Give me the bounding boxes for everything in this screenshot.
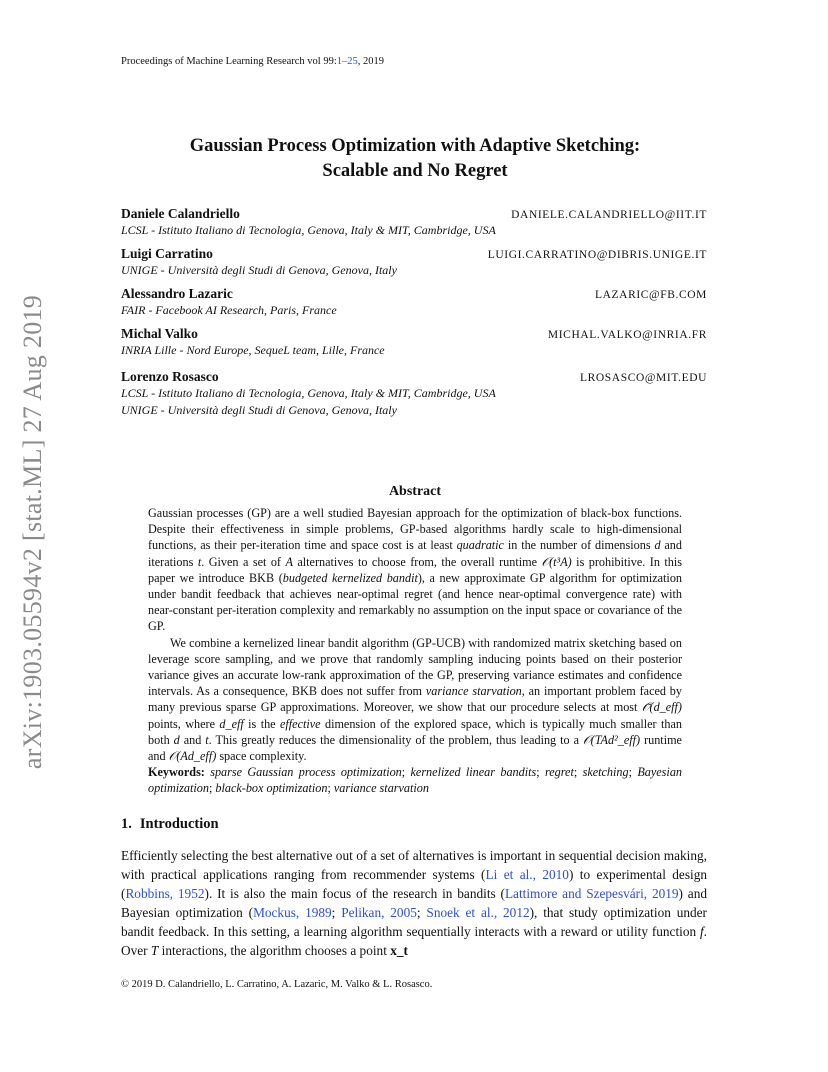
text-run: We combine a kernelized linear bandit algorithm (GP-UCB) with randomized matrix sketching based on leverage score sampling, and we prove that randomly sampling inducing points based on their posterior variance gives an accurate low-rank approximation of the GP, preserving variance estimates and confidence intervals. As a consequence, BKB does not suffer from [148, 635, 682, 699]
text-run: and [179, 732, 206, 747]
running-header-prefix: Proceedings of Machine Learning Research vol 99: [121, 56, 337, 67]
keyword: Bayesian optimization [148, 765, 683, 796]
text-run: is prohibitive. In this paper we introduce BKB ( [148, 554, 682, 585]
arxiv-stamp [6, 272, 60, 792]
section-title: Introduction [139, 816, 219, 832]
author-email: DANIELE.CALANDRIELLO@IIT.IT [511, 209, 707, 221]
text-run: interactions, the algorithm chooses a point [158, 943, 391, 958]
author-email: LROSASCO@MIT.EDU [580, 372, 707, 384]
math-expression: 𝒪(TAd²_eff) [582, 732, 641, 747]
introduction-body [121, 846, 707, 960]
math-variable: x_t [390, 943, 408, 958]
author-email: LAZARIC@FB.COM [595, 289, 707, 301]
author-block [121, 286, 707, 319]
abstract-paragraph [148, 635, 682, 765]
author-affiliation: LCSL - Istituto Italiano di Tecnologia, Genova, Italy & MIT, Cambridge, USA [121, 386, 496, 400]
author-block [121, 326, 707, 359]
text-run: Efficiently selecting the best alternative out of a set of alternatives is important in sequential decision making, with practical applications ranging from recommender systems ( [121, 848, 707, 882]
author-block [121, 206, 707, 239]
author-affiliation: FAIR - Facebook AI Research, Paris, France [121, 303, 337, 317]
keyword: variance starvation [333, 781, 429, 796]
section-heading [121, 816, 219, 833]
page-range-dash: – [342, 56, 348, 67]
abstract-body [148, 505, 682, 797]
math-variable: t [205, 732, 209, 747]
author-affiliation: LCSL - Istituto Italiano di Tecnologia, Genova, Italy & MIT, Cambridge, USA [121, 223, 496, 237]
paper-title-line-2: Scalable and No Regret [322, 161, 508, 181]
page-end-link[interactable]: 25 [347, 56, 358, 67]
text-run: ; [416, 905, 427, 920]
math-expression: 𝒪̃(d_eff) [641, 700, 682, 715]
math-variable: d [173, 732, 180, 747]
keyword: sketching [582, 765, 629, 780]
text-run: points, where [148, 716, 220, 731]
keywords: Keywords: sparse Gaussian process optimization; kernelized linear bandits; regret; sketching; Bayesian optimization; black-box optimization; variance starvation [148, 765, 683, 796]
math-variable: f [699, 924, 704, 939]
author-affiliation: UNIGE - Università degli Studi di Genova, Genova, Italy [121, 263, 397, 277]
text-run: ; [331, 905, 342, 920]
text-run: ), that study optimization under bandit feedback. In this setting, a learning algorithm sequentially interacts with a reward or utility function [121, 905, 707, 939]
introduction-paragraph [121, 846, 707, 960]
emphasis: budgeted kernelized bandit [282, 570, 418, 585]
citation-link[interactable]: Lattimore and Szepesvári, 2019 [504, 886, 679, 901]
citation-link[interactable]: Snoek et al., 2012 [426, 905, 530, 920]
section-number: 1. [121, 816, 132, 832]
keyword: kernelized linear bandits [410, 765, 537, 780]
math-variable: t [197, 554, 202, 569]
text-run: space complexity. [216, 749, 307, 764]
copyright-notice: © 2019 D. Calandriello, L. Carratino, A. Lazaric, M. Valko & L. Rosasco. [121, 979, 433, 990]
author-name: Alessandro Lazaric [121, 286, 233, 301]
keyword: sparse Gaussian process optimization [210, 765, 402, 780]
keywords-label: Keywords: [148, 765, 205, 780]
text-run: Gaussian processes (GP) are a well studied Bayesian approach for the optimization of black-box functions. Despite their effectiveness in simple problems, GP-based algorithms hardly scale to high-dimensional functions, as their per-iteration time and space cost is at least [148, 506, 682, 553]
text-run: ). It is also the main focus of the research in bandits ( [204, 886, 505, 901]
text-run: runtime and [148, 732, 682, 764]
text-run: ), a new approximate GP algorithm for optimization under bandit feedback that achieves near-optimal regret (and hence near-optimal convergence rate) with near-constant per-iteration complexity and remarkably no assumption on the input space or covariance of the GP. [148, 570, 683, 634]
text-run: , an important problem faced by many previous sparse GP approximations. Moreover, we show that our procedure selects at most [148, 684, 682, 715]
text-run: alternatives to choose from, the overall runtime [292, 554, 542, 569]
author-affiliation: UNIGE - Università degli Studi di Genova, Genova, Italy [121, 403, 397, 417]
abstract-paragraph [148, 505, 682, 635]
text-run: dimension of the explored space, which is typically much smaller than both [148, 716, 682, 747]
emphasis: variance starvation [425, 684, 522, 699]
keyword: black-box optimization [215, 781, 328, 796]
emphasis: effective [279, 716, 321, 731]
math-variable: d [654, 538, 661, 553]
text-run: is the [243, 716, 280, 731]
math-variable: A [285, 554, 293, 569]
math-variable: T [150, 943, 159, 958]
paper-title-line-1: Gaussian Process Optimization with Adaptive Sketching: [189, 136, 641, 156]
running-header [121, 56, 384, 67]
text-run: . Over [121, 924, 707, 958]
author-block [121, 246, 707, 279]
paper-title [121, 134, 709, 184]
author-email: MICHAL.VALKO@INRIA.FR [547, 329, 707, 341]
math-expression: 𝒪(Ad_eff) [168, 749, 217, 764]
text-run: and iterations [148, 538, 682, 569]
text-run: . Given a set of [201, 554, 286, 569]
text-run: . This greatly reduces the dimensionality of the problem, thus leading to a [208, 732, 583, 747]
author-name: Luigi Carratino [121, 246, 213, 261]
author-email: LUIGI.CARRATINO@DIBRIS.UNIGE.IT [487, 249, 707, 261]
author-affiliation: INRIA Lille - Nord Europe, SequeL team, Lille, France [121, 343, 385, 357]
citation-link[interactable]: Li et al., 2010 [485, 867, 569, 882]
arxiv-identifier: arXiv:1903.05594v2 [stat.ML] 27 Aug 2019 [18, 294, 47, 770]
text-run: ) to experimental design ( [121, 867, 708, 901]
running-header-year: , 2019 [357, 56, 385, 67]
abstract-heading: Abstract [388, 484, 442, 499]
text-run: in the number of dimensions [503, 538, 655, 553]
author-name: Lorenzo Rosasco [121, 369, 219, 384]
keyword: regret [544, 765, 574, 780]
math-variable: d_eff [219, 716, 244, 731]
text-run: ) and Bayesian optimization ( [121, 886, 707, 920]
page-start-link[interactable]: 1 [336, 56, 343, 67]
math-expression: 𝒪(t³A) [541, 554, 572, 569]
citation-link[interactable]: Robbins, 1952 [125, 886, 205, 901]
author-block [121, 369, 707, 419]
emphasis: quadratic [456, 538, 504, 553]
author-name: Daniele Calandriello [121, 206, 240, 221]
citation-link[interactable]: Pelikan, 2005 [341, 905, 417, 920]
author-name: Michal Valko [121, 326, 198, 341]
citation-link[interactable]: Mockus, 1989 [253, 905, 332, 920]
